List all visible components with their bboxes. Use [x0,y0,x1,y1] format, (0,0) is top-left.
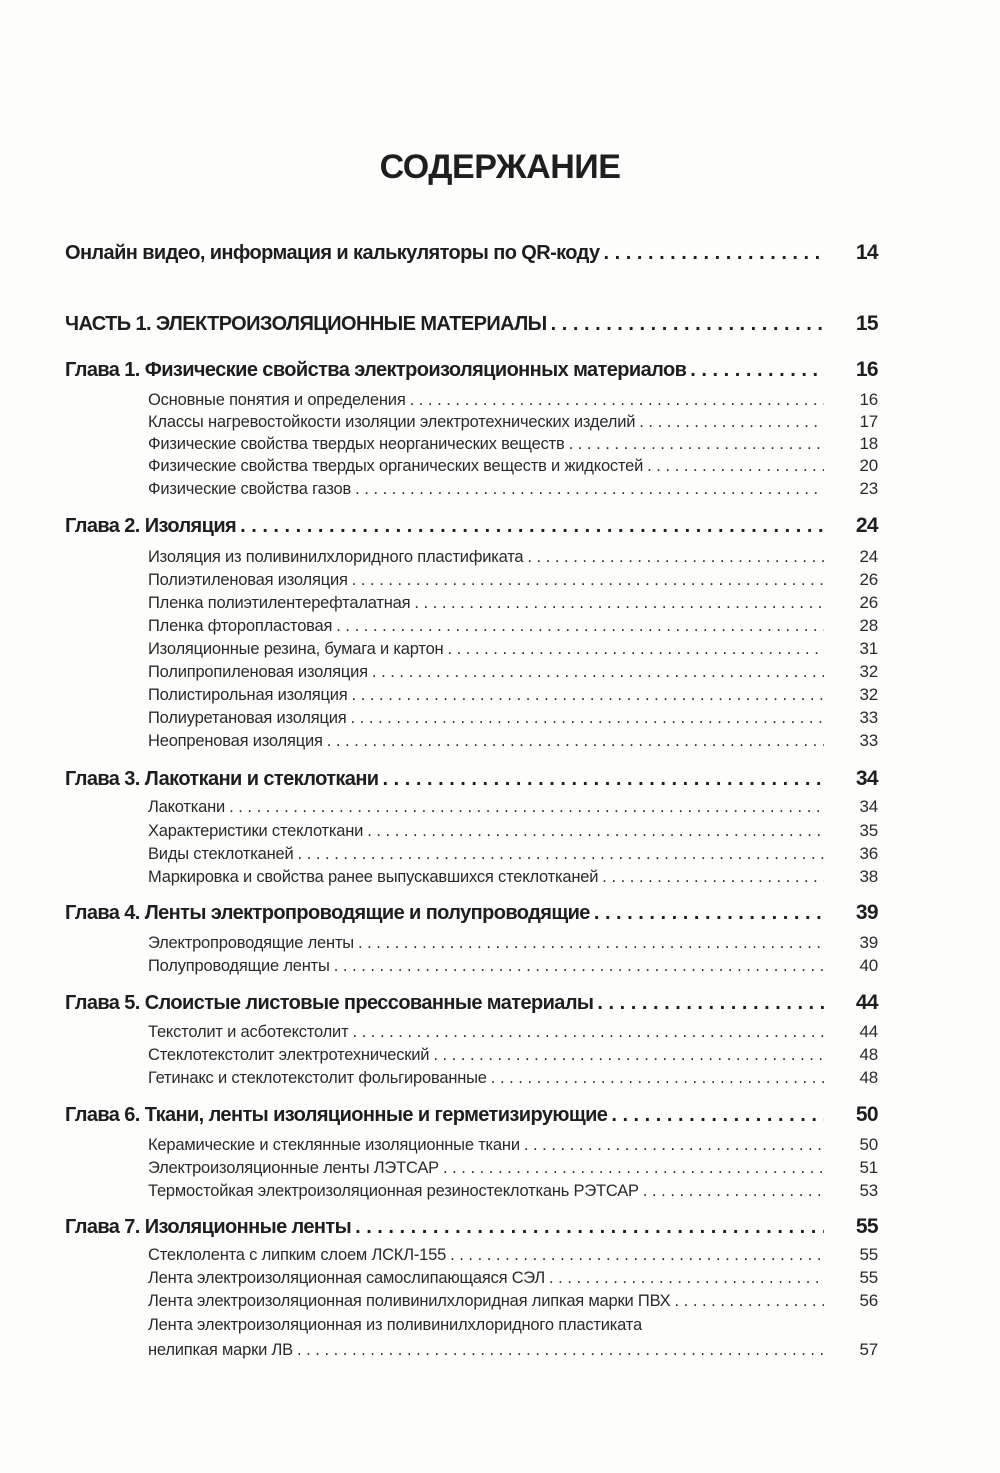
dot-leader [297,1341,824,1360]
dot-leader [229,798,824,817]
dot-leader [569,435,824,454]
toc-entry-text: Глава 6. Ткани, ленты изоляционные и герметизирующие [65,1104,608,1126]
toc-section-entry [148,1045,878,1065]
dot-leader [352,1023,824,1042]
dot-leader [690,359,824,382]
toc-section-entry [148,1245,878,1265]
toc-entry-text: Полипропиленовая изоляция [148,663,368,681]
dot-leader [355,1216,824,1239]
toc-section-entry [148,570,878,590]
dot-leader [352,571,824,590]
dot-leader [383,768,824,791]
page-number: 16 [855,358,878,381]
page-number: 32 [859,662,878,681]
toc-section-entry [148,708,878,728]
dot-leader [491,1069,824,1088]
page-number: 32 [859,685,878,704]
toc-section-entry [148,593,878,613]
page-number: 33 [859,708,878,727]
page-number: 26 [859,570,878,589]
dot-leader [647,457,824,476]
dot-leader [447,640,824,659]
toc-chapter-entry [65,514,878,538]
dot-leader [352,686,824,705]
toc-chapter-entry [65,358,878,382]
page-number: 31 [859,639,878,658]
toc-section-entry [148,1135,878,1155]
toc-entry-text: Полистирольная изоляция [148,686,348,704]
dot-leader [551,313,824,336]
toc-section-entry [148,1291,878,1311]
toc-chapter-entry [65,901,878,925]
toc-section-entry [148,616,878,636]
toc-entry-text: Физические свойства твердых неорганических веществ [148,435,565,453]
page-number: 39 [859,933,878,952]
toc-entry-text: Изоляция из поливинилхлоридного пластификата [148,548,524,566]
toc-entry-text: Маркировка и свойства ранее выпускавшихся стеклотканей [148,868,599,886]
toc-section-entry [148,685,878,705]
dot-leader [527,548,824,567]
dot-leader [355,480,824,499]
toc-entry-text: Изоляционные резина, бумага и картон [148,640,444,658]
toc-chapter-entry [65,1103,878,1127]
dot-leader [367,822,824,841]
dot-leader [334,957,824,976]
page-number: 53 [859,1181,878,1200]
toc-entry-text: Полиэтиленовая изоляция [148,571,348,589]
toc-section-entry [148,547,878,567]
toc-entry-text: Основные понятия и определения [148,391,406,409]
toc-section-entry [148,639,878,659]
page-number: 33 [859,731,878,750]
toc-entry-text: Характеристики стеклоткани [148,822,364,840]
toc-entry-text: Лента электроизоляционная из поливинилхлоридного пластиката [148,1316,642,1334]
page-number: 48 [859,1045,878,1064]
page-number: 14 [855,241,878,264]
page-number: 24 [855,514,878,537]
toc-entry-text: Глава 2. Изоляция [65,515,237,537]
toc-entry-text: Керамические и стеклянные изоляционные ткани [148,1136,520,1154]
toc-section-entry [148,956,878,976]
dot-leader [240,515,824,538]
toc-section-entry [148,456,878,476]
toc-entry-text: Пленка фторопластовая [148,617,333,635]
page-number: 44 [855,991,878,1014]
toc-entry-text: Электропроводящие ленты [148,934,354,952]
dot-leader [639,413,824,432]
toc-entry-text: Лента электроизоляционная самослипающаяся СЭЛ [148,1269,546,1287]
page-number: 44 [859,1022,878,1041]
page-number: 55 [859,1268,878,1287]
dot-leader [604,242,825,265]
page-number: 28 [859,616,878,635]
toc-section-entry [148,434,878,454]
toc-section-entry [148,731,878,751]
page-number: 56 [859,1291,878,1310]
page-number: 55 [859,1245,878,1264]
dot-leader [358,934,824,953]
toc-section-entry [148,867,878,887]
dot-leader [450,1246,824,1265]
toc-section-entry [148,1340,878,1360]
page-number: 39 [855,901,878,924]
toc-entry-text: нелипкая марки ЛВ [148,1341,293,1359]
toc-entry-text: Термостойкая электроизоляционная резиностеклоткань РЭТСАР [148,1182,639,1200]
toc-section-entry [148,1268,878,1288]
toc-entry-text: Стеклотекстолит электротехнический [148,1046,430,1064]
toc-entry-text: Стеклолента с липким слоем ЛСКЛ-155 [148,1246,447,1264]
toc-section-entry [148,844,878,864]
dot-leader [433,1046,824,1065]
toc-section-entry [148,1068,878,1088]
page-number: 50 [855,1103,878,1126]
toc-entry-text: Полиуретановая изоляция [148,709,347,727]
dot-leader [597,992,824,1015]
toc-section-entry [148,662,878,682]
dot-leader [336,617,824,636]
toc-entry-text: Глава 5. Слоистые листовые прессованные материалы [65,992,594,1014]
toc-entry-text: Онлайн видео, информация и калькуляторы по QR-коду [65,242,600,264]
toc-entry-text: Электроизоляционные ленты ЛЭТСАР [148,1159,439,1177]
toc-section-entry [148,933,878,953]
page-number: 55 [855,1215,878,1238]
page-number: 23 [859,479,878,498]
toc-chapter-entry [65,1215,878,1239]
page-number: 36 [859,844,878,863]
toc-entry-text: Гетинакс и стеклотекстолит фольгированные [148,1069,487,1087]
toc-section-entry [148,1158,878,1178]
dot-leader [443,1159,824,1178]
toc-entry-text: Пленка полиэтилентерефталатная [148,594,411,612]
page-number: 38 [859,867,878,886]
page-number: 48 [859,1068,878,1087]
toc-entry-text: ЧАСТЬ 1. ЭЛЕКТРОИЗОЛЯЦИОННЫЕ МАТЕРИАЛЫ [65,313,547,335]
page-number: 26 [859,593,878,612]
toc-entry-text: Полупроводящие ленты [148,957,330,975]
toc-chapter-entry [65,312,878,336]
dot-leader [410,391,824,410]
page-number: 35 [859,821,878,840]
dot-leader [594,902,824,925]
toc-entry-text: Лакоткани [148,798,226,816]
toc-entry-text: Физические свойства газов [148,480,352,498]
toc-section-entry [148,479,878,499]
toc-entry-text: Неопреновая изоляция [148,732,323,750]
toc-section-entry [148,412,878,432]
page-number: 40 [859,956,878,975]
page-number: 16 [859,390,878,409]
toc-entry-text: Текстолит и асботекстолит [148,1023,349,1041]
page-number: 17 [859,412,878,431]
dot-leader [643,1182,824,1201]
toc-section-entry [148,1181,878,1201]
toc-section-entry [148,390,878,410]
page-number: 15 [855,312,878,335]
toc-chapter-entry [65,241,878,265]
toc-chapter-entry [65,991,878,1015]
toc-entry-text: Глава 3. Лакоткани и стеклоткани [65,768,379,790]
dot-leader [549,1269,824,1288]
dot-leader [674,1292,824,1311]
toc-entry-text: Глава 1. Физические свойства электроизоляционных материалов [65,359,687,381]
dot-leader [298,845,824,864]
dot-leader [611,1104,824,1127]
page-number: 20 [859,456,878,475]
toc-section-entry [148,821,878,841]
page-number: 34 [859,797,878,816]
page-title: СОДЕРЖАНИЕ [379,148,621,186]
toc-chapter-entry [65,767,878,791]
page-number: 24 [859,547,878,566]
dot-leader [350,709,824,728]
dot-leader [602,868,824,887]
page-number: 51 [859,1158,878,1177]
page-number: 50 [859,1135,878,1154]
toc-section-entry [148,1022,878,1042]
toc-entry-text: Виды стеклотканей [148,845,294,863]
toc-entry-text: Глава 7. Изоляционные ленты [65,1216,352,1238]
toc-entry-text: Классы нагревостойкости изоляции электротехнических изделий [148,413,636,431]
toc-entry-text: Физические свойства твердых органических веществ и жидкостей [148,457,644,475]
page-number: 18 [859,434,878,453]
toc-section-entry [148,797,878,817]
dot-leader [327,732,824,751]
toc-entry-text: Лента электроизоляционная поливинилхлоридная липкая марки ПВХ [148,1292,671,1310]
toc-entry-text: Глава 4. Ленты электропроводящие и полупроводящие [65,902,590,924]
page-number: 34 [855,767,878,790]
dot-leader [524,1136,824,1155]
dot-leader [372,663,824,682]
dot-leader [414,594,824,613]
page-number: 57 [859,1340,878,1359]
